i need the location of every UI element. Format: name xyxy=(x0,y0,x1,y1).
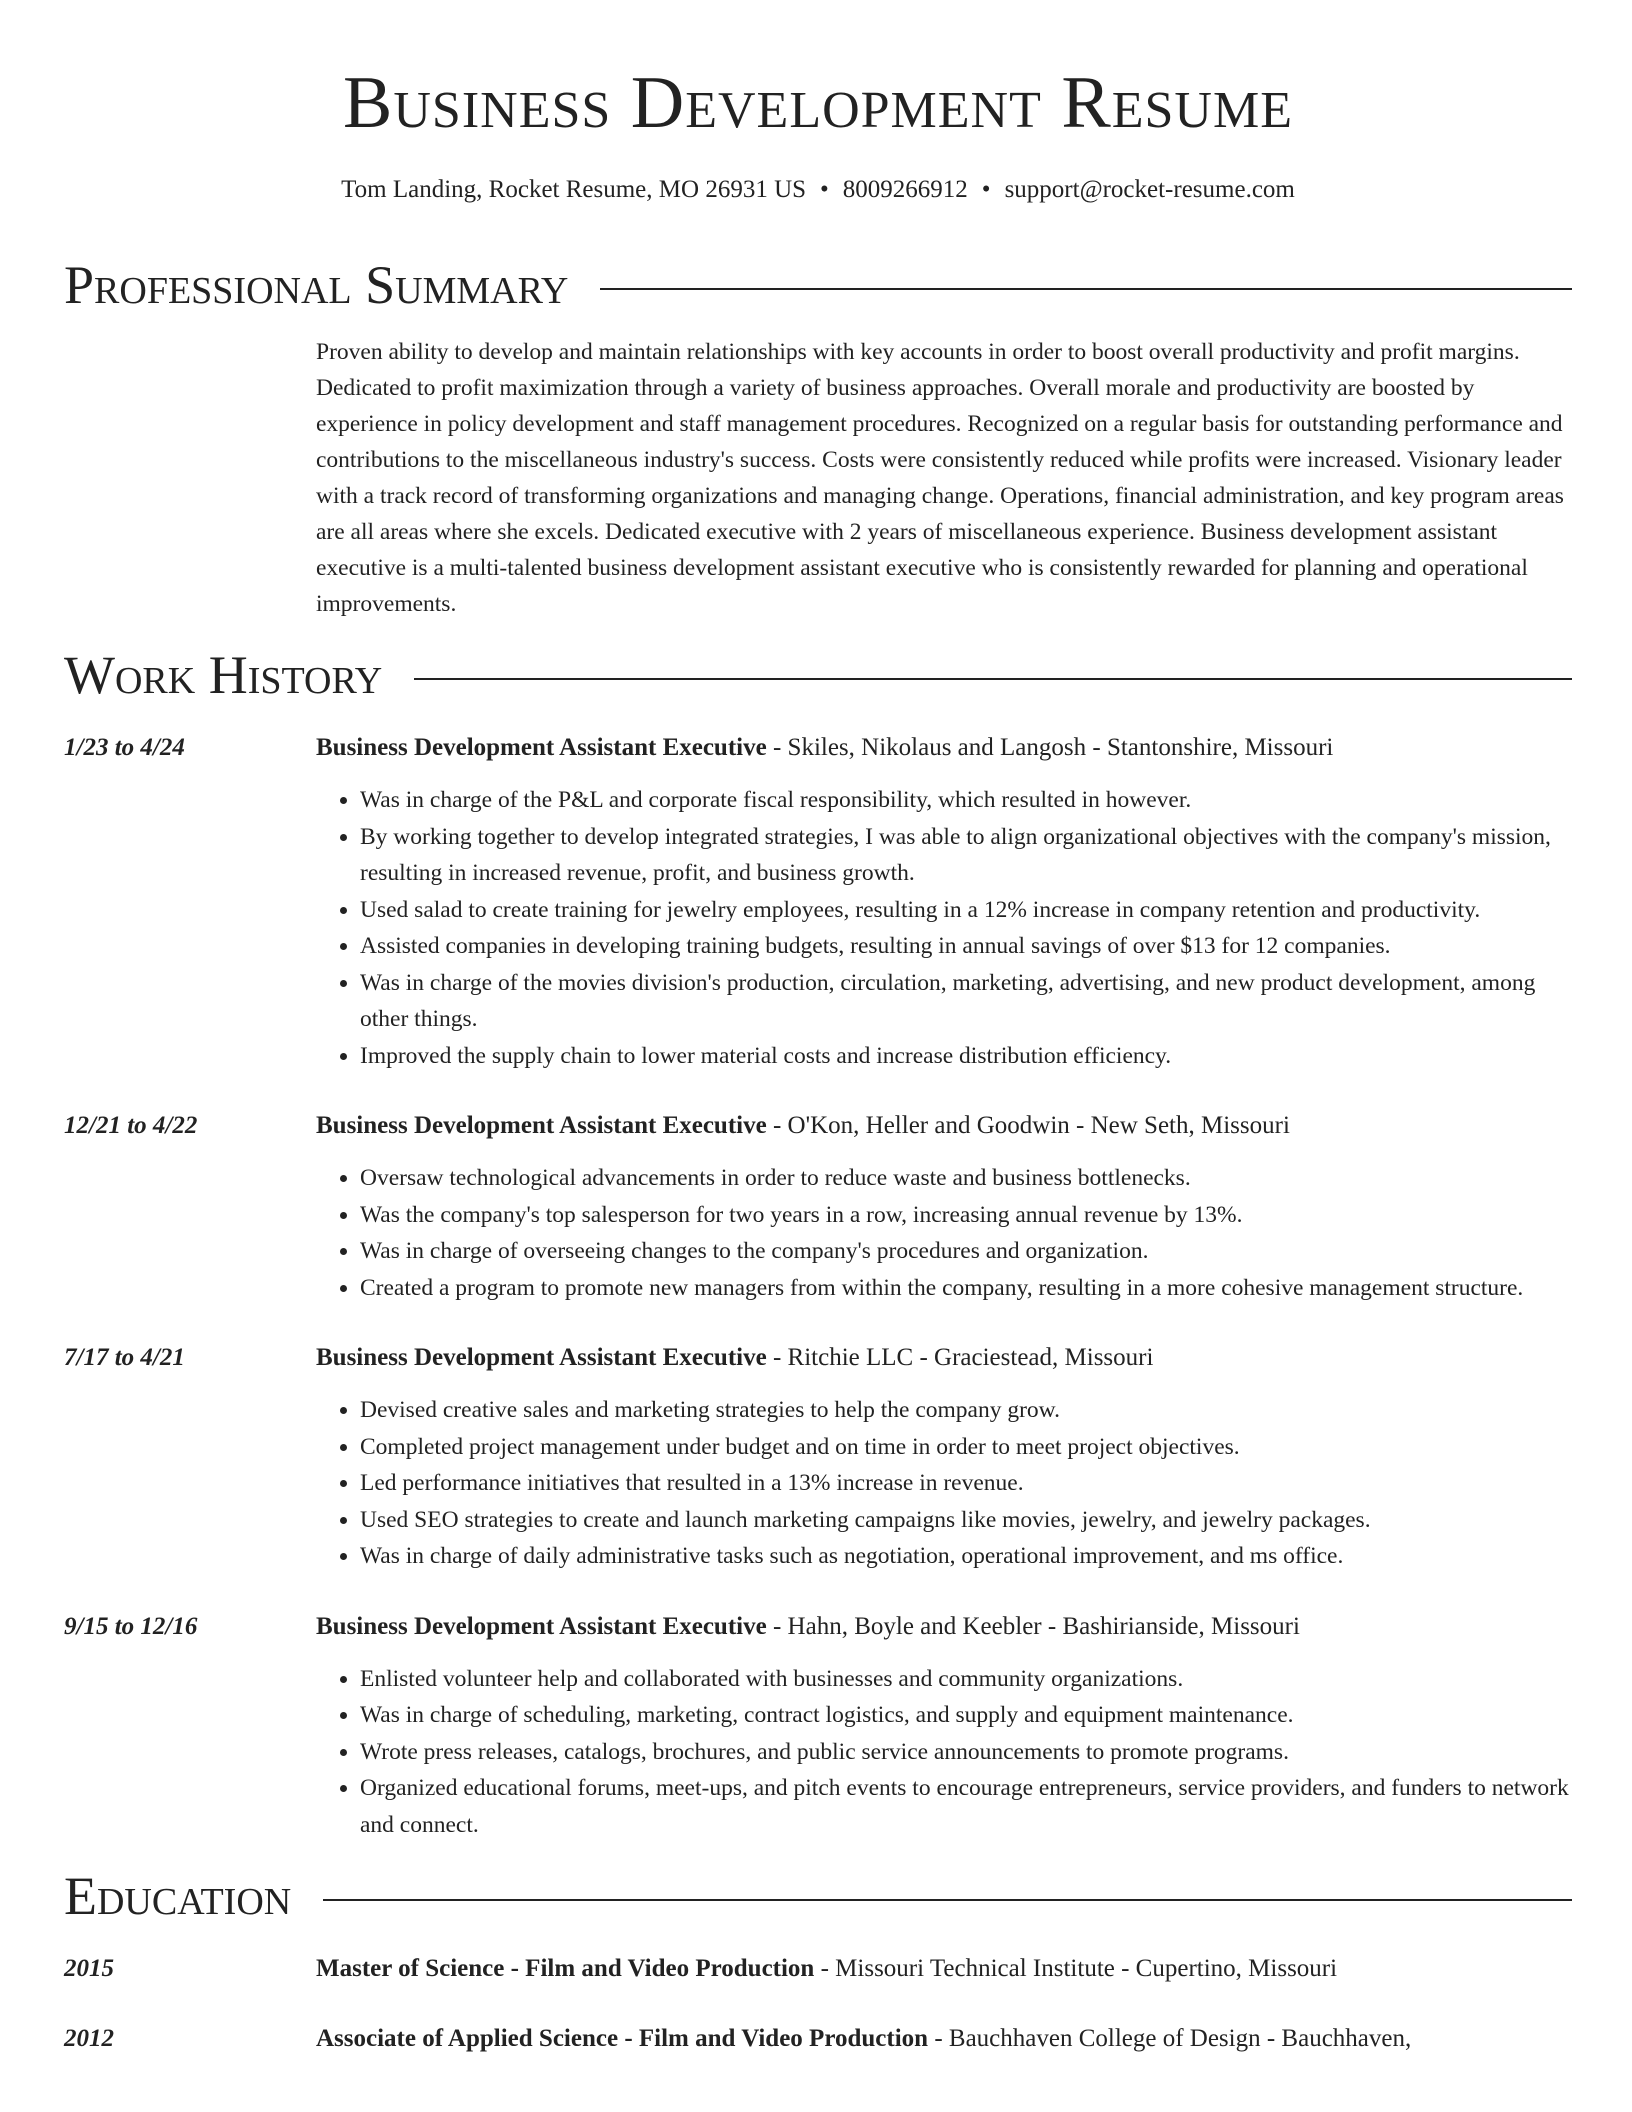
job-bullet: • Devised creative sales and marketing strategies to help the company grow. xyxy=(360,1392,1572,1429)
job-bullet: • Organized educational forums, meet-ups, and pitch events to encourage entrepreneurs, service providers, and funders to network and connect. xyxy=(360,1770,1572,1843)
contact-email: support@rocket-resume.com xyxy=(1004,176,1295,203)
section-divider xyxy=(600,288,1572,290)
job-bullet: • Was in charge of overseeing changes to the company's procedures and organization. xyxy=(360,1233,1572,1270)
section-divider xyxy=(414,678,1572,680)
resume-title: Business Development Resume xyxy=(343,62,1293,144)
job-heading xyxy=(316,1108,1572,1144)
resume-page xyxy=(64,0,1572,2091)
section-divider xyxy=(323,1899,1572,1901)
job-bullet: • Was in charge of daily administrative tasks such as negotiation, operational improvement, and ms office. xyxy=(360,1538,1572,1575)
job-bullet: • Used SEO strategies to create and launch marketing campaigns like movies, jewelry, and jewelry packages. xyxy=(360,1502,1572,1539)
job-dates: 9/15 to 12/16 xyxy=(64,1612,198,1640)
job-title: Business Development Assistant Executive xyxy=(316,1344,767,1371)
job-bullet: • Oversaw technological advancements in order to reduce waste and business bottlenecks. xyxy=(360,1160,1572,1197)
education-content xyxy=(316,2021,1572,2057)
job-bullet: • Was the company's top salesperson for two years in a row, increasing annual revenue by 13%. xyxy=(360,1197,1572,1234)
job-details: - O'Kon, Heller and Goodwin - New Seth, Missouri xyxy=(766,1112,1290,1139)
job-bullets xyxy=(316,1392,1572,1575)
education-degree: Associate of Applied Science - Film and Video Production xyxy=(316,2025,929,2052)
job-bullet: • Assisted companies in developing training budgets, resulting in annual savings of over $13 for 12 companies. xyxy=(360,928,1572,965)
job-bullet: • By working together to develop integrated strategies, I was able to align organizational objectives with the company's mission, resulting in increased revenue, profit, and business growth. xyxy=(360,819,1572,892)
job-heading xyxy=(316,1340,1572,1376)
job-content xyxy=(316,730,1572,1074)
education-degree: Master of Science - Film and Video Production xyxy=(316,1955,815,1982)
job-bullets xyxy=(316,1160,1572,1306)
contact-separator: • xyxy=(981,176,991,203)
contact-phone: 8009266912 xyxy=(842,176,968,203)
work-section-header xyxy=(64,640,1572,710)
education-heading: Education xyxy=(64,1866,292,1926)
job-content xyxy=(316,1108,1572,1306)
job-dates: 7/17 to 4/21 xyxy=(64,1344,185,1371)
contact-separator: • xyxy=(820,176,829,203)
education-list xyxy=(64,1951,1572,2057)
job-bullet: • Used salad to create training for jewelry employees, resulting in a 12% increase in company retention and productivity. xyxy=(360,892,1572,929)
job-entry xyxy=(64,1609,1572,1844)
job-bullet: • Led performance initiatives that resulted in a 13% increase in revenue. xyxy=(360,1465,1572,1502)
job-bullet: • Created a program to promote new managers from within the company, resulting in a more cohesive management structure. xyxy=(360,1270,1572,1307)
job-bullet: • Wrote press releases, catalogs, brochures, and public service announcements to promote programs. xyxy=(360,1734,1572,1771)
work-history-list xyxy=(64,730,1572,1843)
job-entry xyxy=(64,1108,1572,1306)
education-details: - Bauchhaven College of Design - Bauchhaven, xyxy=(928,2025,1412,2052)
job-bullet: • Enlisted volunteer help and collaborated with businesses and community organizations. xyxy=(360,1661,1572,1698)
job-title: Business Development Assistant Executive xyxy=(316,1112,767,1139)
job-content xyxy=(316,1340,1572,1575)
job-bullets xyxy=(316,1661,1572,1844)
summary-section-header xyxy=(64,250,1572,320)
education-content xyxy=(316,1951,1572,1987)
education-year: 2015 xyxy=(64,1955,114,1982)
job-details: - Hahn, Boyle and Keebler - Bashirianside, Missouri xyxy=(766,1612,1300,1640)
job-bullet: • Improved the supply chain to lower material costs and increase distribution efficiency. xyxy=(360,1038,1572,1075)
job-title: Business Development Assistant Executive xyxy=(316,1612,767,1640)
education-entry xyxy=(64,2021,1572,2057)
job-dates: 1/23 to 4/24 xyxy=(64,734,185,761)
work-heading: Work History xyxy=(64,645,383,705)
contact-address: Tom Landing, Rocket Resume, MO 26931 US xyxy=(341,176,807,203)
summary-heading: Professional Summary xyxy=(64,255,569,315)
education-heading-line xyxy=(316,2021,1572,2057)
job-bullet: • Completed project management under budget and on time in order to meet project objectives. xyxy=(360,1429,1572,1466)
education-entry xyxy=(64,1951,1572,1987)
job-details: - Ritchie LLC - Graciestead, Missouri xyxy=(766,1344,1154,1371)
job-dates: 12/21 to 4/22 xyxy=(64,1112,198,1139)
job-bullet: • Was in charge of scheduling, marketing, contract logistics, and supply and equipment maintenance. xyxy=(360,1697,1572,1734)
job-bullet: • Was in charge of the P&L and corporate fiscal responsibility, which resulted in however. xyxy=(360,782,1572,819)
job-entry xyxy=(64,1340,1572,1575)
education-section-header xyxy=(64,1861,1572,1931)
contact-line xyxy=(64,174,1572,206)
job-bullets xyxy=(316,782,1572,1074)
education-details: - Missouri Technical Institute - Cupertino, Missouri xyxy=(814,1955,1338,1982)
job-details: - Skiles, Nikolaus and Langosh - Stantonshire, Missouri xyxy=(766,734,1334,761)
summary-text: Proven ability to develop and maintain relationships with key accounts in order to boost overall productivity and profit margins. Dedicated to profit maximization through a variety of business approaches. Overall morale and productivity are boosted by experience in policy development and staff management procedures. Recognized on a regular basis for outstanding performance and contributions to the miscellaneous industry's success. Costs were consistently reduced while profits were increased. Visionary leader with a track record of transforming organizations and managing change. Operations, financial administration, and key program areas are all areas where she excels. Dedicated executive with 2 years of miscellaneous experience. Business development assistant executive is a multi-talented business development assistant executive who is consistently rewarded for planning and operational improvements. xyxy=(316,339,1564,617)
job-heading xyxy=(316,1609,1572,1645)
job-content xyxy=(316,1609,1572,1844)
education-year: 2012 xyxy=(64,2025,114,2052)
job-heading xyxy=(316,730,1572,766)
education-heading-line xyxy=(316,1951,1572,1987)
job-title: Business Development Assistant Executive xyxy=(316,734,767,761)
job-bullet: • Was in charge of the movies division's production, circulation, marketing, advertising, and new product development, among other things. xyxy=(360,965,1572,1038)
job-entry xyxy=(64,730,1572,1074)
